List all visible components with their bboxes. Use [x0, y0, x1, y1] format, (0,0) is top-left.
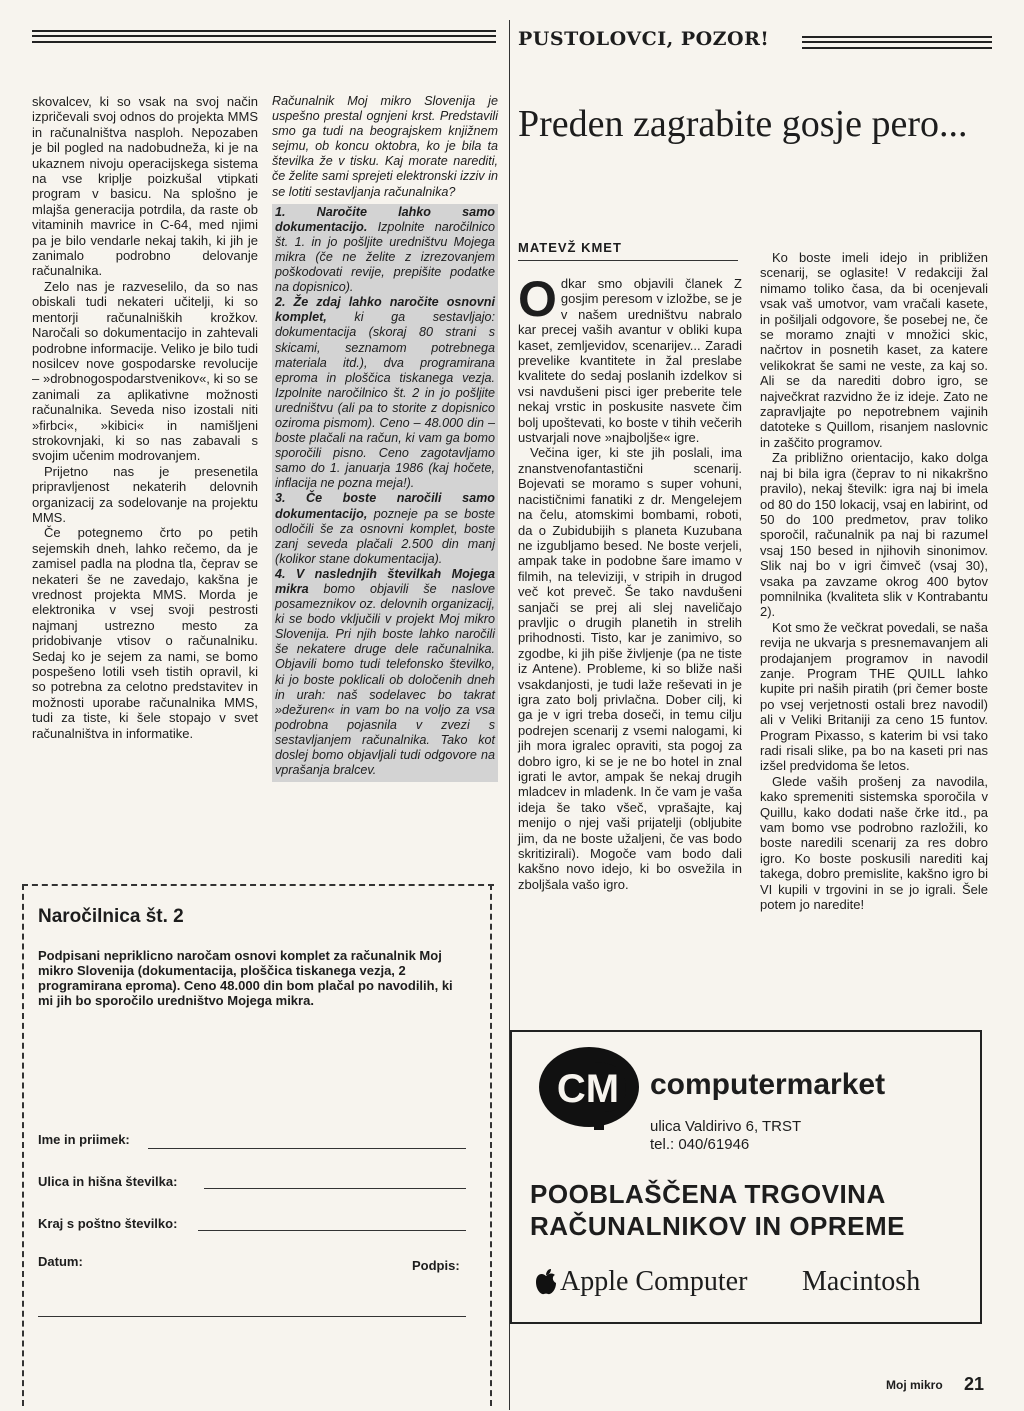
col3-paragraph	[518, 271, 742, 446]
logo-letters: CM	[556, 1067, 620, 1111]
ad-address-line-1: ulica Valdirivo 6, TRST	[650, 1118, 802, 1135]
col1-paragraph: Zelo nas je razveselilo, da so nas obiskali tudi nekateri učitelji, ki so mentorji računalniških krožkov. Naročali so dokumentacijo in zahtevali podrobne informacije. Veliko je bilo tudi nosilcev nove gospodarske revolucije – »drobnogospodarstvenikov«, ki so se zanimali za aplikativne možnosti računalnika. Seveda niso izostali niti »firbci«, »kibici« in namišljeni strokovnjaki, ki so nas zabavali s svojim učenim modrovanjem.	[32, 278, 258, 464]
form-title: Naročilnica št. 2	[38, 906, 184, 927]
form-label-city: Kraj s poštno številko:	[38, 1216, 178, 1231]
column-1-text	[32, 94, 258, 741]
col3-first-text: dkar smo objavili članek Z gosjim peresom v izložbe, se je v našem uredništvu nabralo kar precej vaših avantur v obliki kupa kaset, zemljevidov, scenarijev... Zaradi prevelike kvantitete in žal preslabe kvalitete do sedaj poslanih izdelkov si vsi navdušeni pisci iger preberite tele nekaj vrstic in poskusite nasvete čim bolj upoštevati, ko boste v tihih večerih ustvarjali nove »najboljše« igre.	[518, 276, 742, 446]
form-order-text: Podpisani nepriklicno naročam osnovi komplet za računalnik Moj mikro Slovenija (dokumentacija, ploščica tiskanega vezja, 2 programirana eproma). Ceno 48.000 din bom plačal po navodilih, ki mi jih bo sporočilo uredništvo Mojega mikra.	[38, 948, 453, 1008]
col2-item-head: 4. V naslednjih številkah Mojega mikra	[275, 566, 495, 596]
computermarket-logo	[534, 1042, 644, 1132]
col4-paragraph: Za približno orientacijo, kako dolga naj bi bila igra (čeprav to ni nikakršno pravilo), nekaj številk: igra naj bi imela od 80 do 150 lokacij, vsaj en labirint, od 50 do 100 predmetov, prav toliko sporočil, računalnik pa naj bi razumel vsaj 150 besed in njihovih sinonimov. Slik naj bo v igri čimveč (vsaj 30), vsaka pa zavzame okrog 400 bytov pomnilnika (kvaliteta slik v Kontrabantu 2).	[760, 450, 988, 620]
form-right-edge	[490, 884, 492, 1406]
col1-paragraph: Če potegnemo črto po petih sejemskih dneh, lahko rečemo, da je zamisel padla na plodna tla, čeprav se nekateri še ne zavedajo, kakšna je vrednost projekta MMS. Morda je elektronika v vsej svoji pestrosti najmanj ustrezno mesto za pridobivanje vtisov o računalniku. Sedaj ko je sejem za nami, se bomo pospešeno lotili vseh tistih opravil, ki so potrebna za celotno predstavitev in možnosti uporabe računalnika MMS, tudi za tiste, ki šele stopajo v svet računalništva in informatike.	[32, 525, 258, 741]
column-4-text	[760, 250, 988, 912]
col2-item-body: Izpolnite naročilnico št. 1. in jo pošljite uredništvu Mojega mikra (če ne želite z izrezovanjem poškodovati revije, prepišite podatke na dopisnico).	[275, 219, 496, 295]
ad-macintosh: Macintosh	[802, 1266, 921, 1297]
order-form	[22, 884, 494, 1406]
column-2-text	[272, 94, 498, 782]
ad-apple-computer: Apple Computer	[560, 1266, 748, 1297]
ad-address-line-2: tel.: 040/61946	[650, 1136, 750, 1153]
col2-item-head: 3. Če boste naročili samo dokumentacijo,	[275, 491, 495, 521]
column-3-text	[518, 271, 742, 892]
byline-rule	[518, 260, 738, 261]
header-rule-left	[32, 30, 496, 43]
col2-item	[275, 567, 495, 778]
col2-shaded-box	[272, 204, 498, 783]
col4-paragraph: Kot smo že večkrat povedali, se naša revija ne ukvarja s presnemavanjem ali prodajanjem programov in navodil zanje. Program THE QUILL lahko kupite pri naših piratih (pri čemer boste po vsej verjetnosti ostali brez navodil) ali v Veliki Britaniji za ceno 15 funtov. Program Pixasso, s katerim bi vsi tako radi risali slike, pa bo na kaseti pri nas izšel predvidoma še letos.	[760, 619, 988, 774]
col2-item-head: 2. Že zdaj lahko naročite osnovni komplet,	[275, 295, 495, 325]
ad-brand-name: computermarket	[650, 1068, 886, 1101]
col2-intro: Računalnik Moj mikro Slovenija je uspešno prestal ognjeni krst. Predstavili smo ga tudi na beograjskem knjižnem sejmu, ob koncu oktobra, ko je bila ta številka že v tisku. Kaj morate narediti, če želite sami sprejeti elektronski izziv in se lotiti sestavljanja računalnika?	[272, 94, 498, 199]
col4-paragraph: Ko boste imeli idejo in približen scenarij, se oglasite! V redakciji žal nimamo toliko časa, da bi ocenjevali vsak vaš umotvor, vam vračali kasete, in pošiljali odgovore, še posebej ne, če se moramo znajti v množici skic, načrtov in posnetih kaset, za katere velikokrat še sami ne veste, za kaj so. Ali se da narediti dobro igro, se največkrat razvidno že iz ideje. Zato ne zapravljajte po nepotrebnem vajinih datoteke s Quillom, risanjem naslovnic in zaščito programov.	[760, 250, 988, 450]
col2-item	[275, 295, 495, 491]
col4-paragraph: Glede vaših prošenj za navodila, kako spremeniti sistemska sporočila v Quillu, kako dodati naše črke itd., pa vam bomo vse podrobno razložili, ko boste naredili scenarij za res dobro igro. Ko boste poskusili narediti kaj takega, dobro premislite, kakšno igro bi VI kupili v trgovini in se jo igrali. Šele potem jo naredite!	[760, 773, 988, 913]
article-byline: MATEVŽ KMET	[518, 240, 622, 255]
col2-item-body: pozneje pa se boste odločili še za osnovni komplet, boste zanj seveda plačali 2.500 din manj (kolikor stane dokumentacija).	[275, 506, 496, 566]
city-field[interactable]	[198, 1230, 466, 1231]
ad-tagline-2: RAČUNALNIKOV IN OPREME	[530, 1211, 906, 1241]
form-label-street: Ulica in hišna številka:	[38, 1174, 178, 1189]
form-label-date: Datum:	[38, 1254, 83, 1269]
apple-logo-icon	[534, 1268, 558, 1296]
section-title: PUSTOLOVCI, POZOR!	[518, 28, 770, 50]
header-rule-right	[802, 36, 992, 49]
street-field[interactable]	[204, 1188, 466, 1189]
ad-tagline-1: POOBLAŠČENA TRGOVINA	[530, 1179, 886, 1209]
col2-item-head: 1. Naročite lahko samo dokumentacijo.	[275, 204, 495, 234]
form-label-name: Ime in priimek:	[38, 1132, 130, 1147]
article-headline: Preden zagrabite gosje pero...	[518, 103, 968, 145]
col2-item	[275, 205, 495, 296]
col2-item-body: bomo objavili še naslove posameznikov oz. delovnih organizacij, ki se bodo vključili v projekt Moj mikro Slovenija. Pri njih boste lahko naročili še nekatere druge dele računalnika. Objavili bomo tudi telefonsko številko, ki jo boste poklicali ob določenih dneh in urah: naš sodelavec bo takrat »dežuren« in vam bo na voljo za vsa podrobna pojasnila v zvezi s sestavljanjem računalnika. Tako kot doslej bomo objavljali tudi odgovore na vprašanja bralcev.	[275, 582, 495, 778]
name-field[interactable]	[148, 1148, 466, 1149]
col3-paragraph: Večina iger, ki ste jih poslali, ima znanstvenofantastični scenarij. Bojevati se moramo s super vohuni, nacističnimi fanatiki z dr. Mengelejem na čelu, atomskimi bombami, roboti, da o Zubidubijih s planeta Kuzubana ne izgubljamo besed. Ne boste verjeli, ampak take in podobne šare imamo v filmih, na televiziji, v stripih in drugod več kot preveč. Še tako navdušeni sanjači se prej ali slej naveličajo pravljic o drugih planetih in strelih prihodnosti. Tisto, kar je zanimivo, so zgodbe, ki jih piše življenje (pa ne tiste iz Antene). Probleme, ki so bliže naši vsakdanjosti, je tudi laže reševati in je igra zato bolj privlačna. Dober cilj, ki ga je v igri treba doseči, in temu cilju podrejen scenarij z vsemi nalogami, ki jih mora igralec opraviti, sta pogoj za dobro igro, ki se je ne bo hotel in znal igrati le avtor, ampak še nekaj drugih mladcev in mladenk. In če vam je vaša ideja še tako všeč, vprašajte, kaj menijo o njej vaši prijatelji (obljubite jim, da ne boste užaljeni, če vas bodo skritizirali). Mogoče vam bodo dali kakšno novo idejo, ki bo osvežila in zboljšala vašo igro.	[518, 445, 742, 892]
footer-magazine-name: Moj mikro	[886, 1378, 943, 1392]
form-label-signature: Podpis:	[412, 1258, 460, 1273]
col1-paragraph: Prijetno nas je presenetila pripravljenost nekaterih delovnih organizacij za sodelovanje na projektu MMS.	[32, 463, 258, 525]
col2-item-body: ki ga sestavljajo: dokumentacija (skoraj 80 strani s skicami, seznamom potrebnega materiala itd.), dva programirana eproma in ploščica tiskanega vezja. Izpolnite naročilnico št. 2 in jo pošljite uredništvu (ali pa to storite z dopisnico oziroma pismom). Ceno – 48.000 din – boste plačali na račun, ki vam ga bomo sporočili pisno. Ceno zagotavljamo samo do 1. januarja 1986 (kaj hočete, inflacija ne pozna meja!).	[275, 310, 496, 491]
page-number: 21	[964, 1374, 985, 1394]
col1-paragraph: skovalcev, ki so vsak na svoj način izpričevali svoj odnos do projekta MMS in računalništva nasploh. Nepozaben je bil pogled na nadobudneža, ki je na ukaznem nivoju operacijskega sistema na vse kriplje poizkušal vtipkati program v basicu. Na splošno je mlajša generacija potrdila, da raste ob vitaminih mavrice in C-64, med njimi pa je bilo vendarle nekaj takih, ki jih je zanimalo podrobno delovanje računalnika.	[32, 94, 258, 279]
signature-field[interactable]	[38, 1316, 466, 1317]
computermarket-ad	[510, 1030, 982, 1324]
col2-item	[275, 491, 495, 566]
drop-cap: O	[518, 271, 557, 327]
